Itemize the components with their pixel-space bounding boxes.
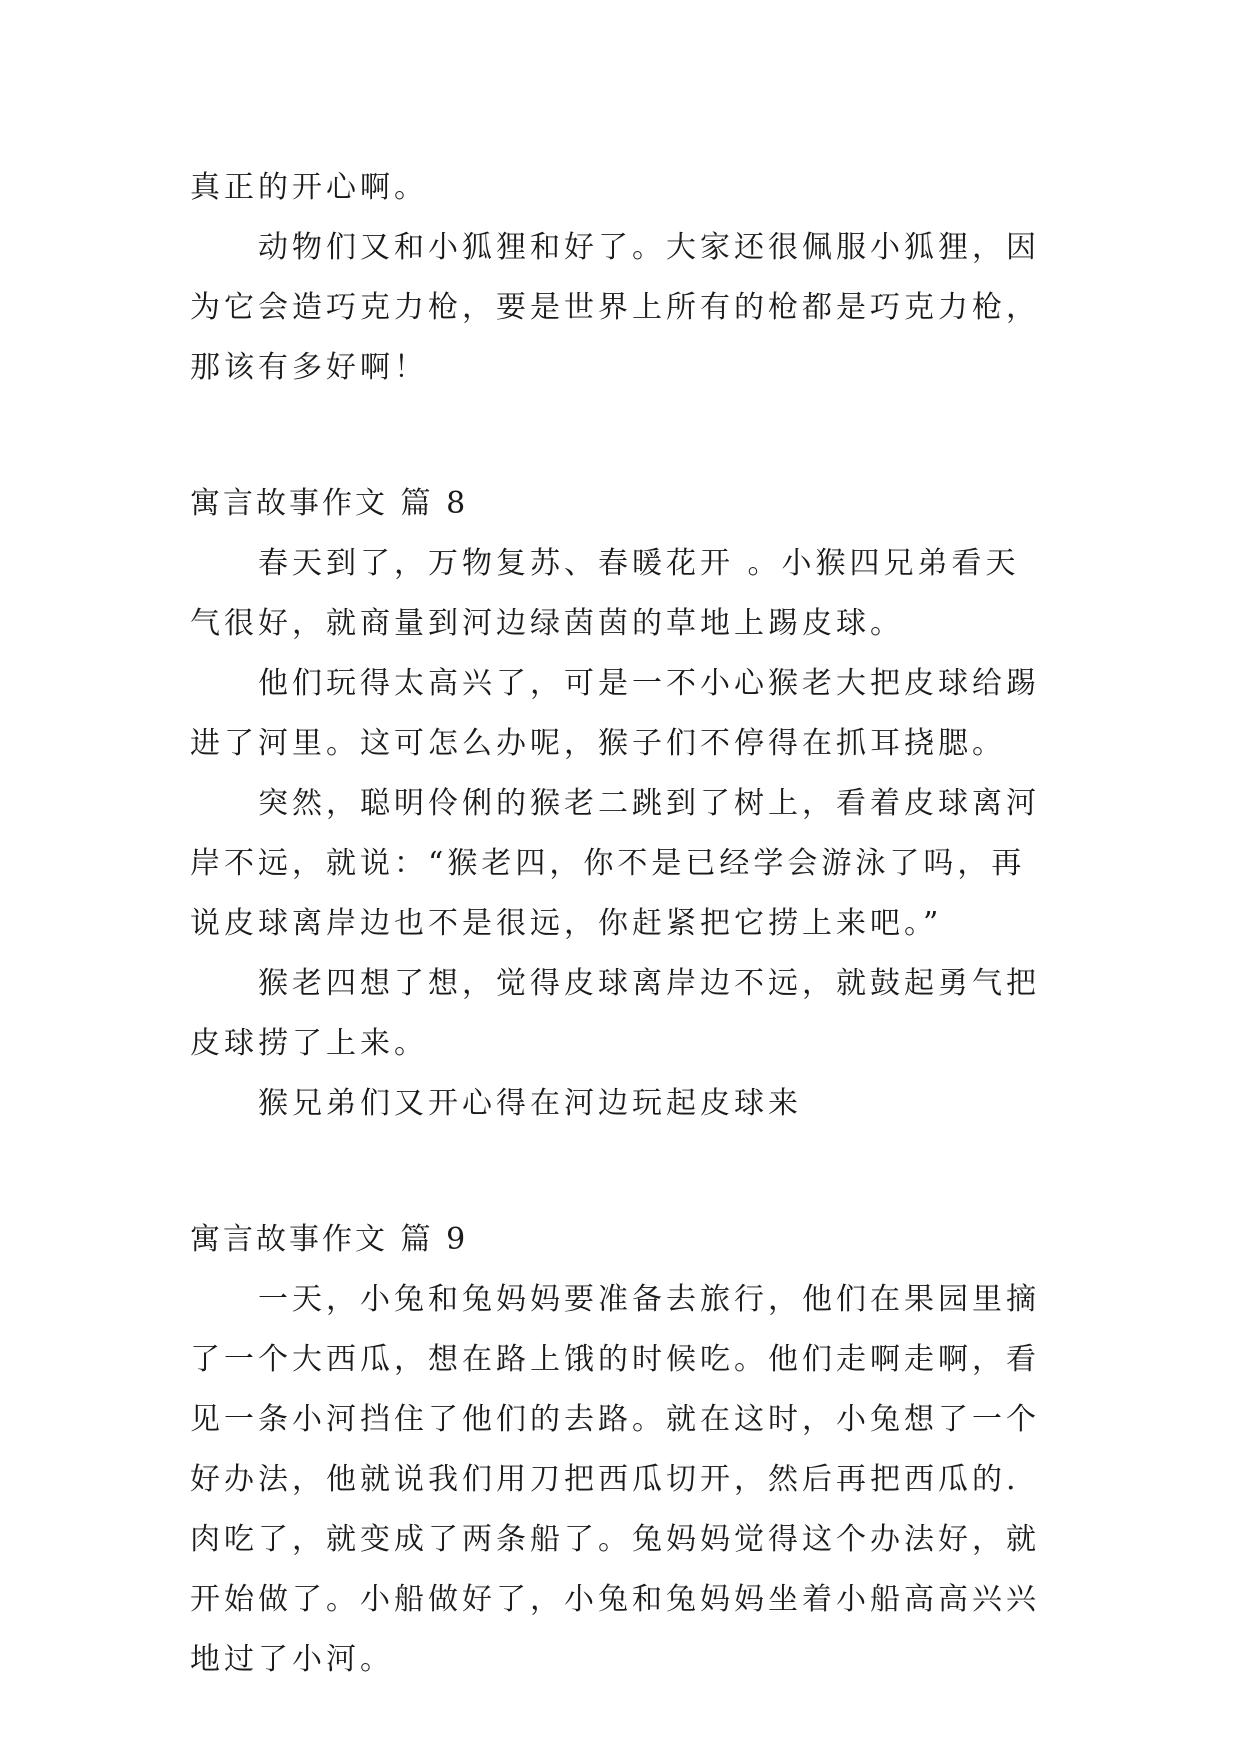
document-body (190, 158, 1050, 1690)
paragraph: 动物们又和小狐狸和好了。大家还很佩服小狐狸，因为它会造巧克力枪，要是世界上所有的枪都是巧克力枪，那该有多好啊！ (190, 230, 1040, 385)
paragraph: 猴兄弟们又开心得在河边玩起皮球来 (258, 1086, 802, 1121)
section-gap (190, 1134, 1050, 1210)
paragraph: 一天，小兔和兔妈妈要准备去旅行，他们在果园里摘了一个大西瓜，想在路上饿的时候吃。他们走啊走啊，看见一条小河挡住了他们的去路。就在这时，小兔想了一个好办法，他就说我们用刀把西瓜切开，然后再把西瓜的. 肉吃了，就变成了两条船了。兔妈妈觉得这个办法好，就开始做了。小船做好了，小兔和兔妈妈坐着小船高高兴兴地过了小河。 (190, 1282, 1040, 1677)
section-heading-8: 寓言故事作文 篇 8 (190, 486, 469, 521)
paragraph: 突然，聪明伶俐的猴老二跳到了树上，看着皮球离河岸不远，就说：“猴老四，你不是已经学会游泳了吗，再说皮球离岸边也不是很远，你赶紧把它捞上来吧。” (190, 786, 1040, 941)
paragraph: 春天到了，万物复苏、春暖花开 。小猴四兄弟看天气很好，就商量到河边绿茵茵的草地上踢皮球。 (190, 546, 1020, 641)
paragraph: 猴老四想了想，觉得皮球离岸边不远，就鼓起勇气把皮球捞了上来。 (190, 966, 1040, 1061)
paragraph: 他们玩得太高兴了，可是一不小心猴老大把皮球给踢进了河里。这可怎么办呢，猴子们不停得在抓耳挠腮。 (190, 666, 1040, 761)
paragraph-continuation: 真正的开心啊。 (190, 170, 428, 205)
section-heading-9: 寓言故事作文 篇 9 (190, 1222, 469, 1257)
section-gap (190, 398, 1050, 474)
